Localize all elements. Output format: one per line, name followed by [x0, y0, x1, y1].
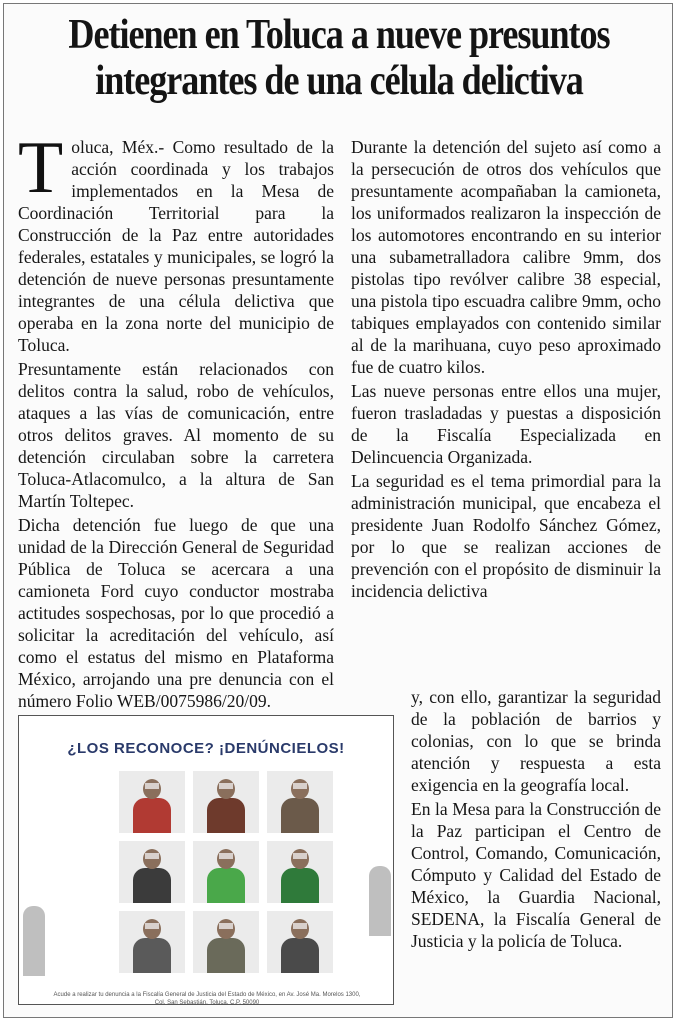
face-blur [293, 853, 307, 859]
mugshot-torso [133, 938, 171, 973]
face-blur [219, 853, 233, 859]
face-blur [219, 923, 233, 929]
right-column [351, 136, 661, 604]
mugshot-torso [207, 798, 245, 833]
mugshot-head [291, 849, 309, 869]
paragraph: Durante la detención del sujeto así como a la persecución de otros dos vehículos que presuntamente acompañaban la camioneta, los uniformados realizaron la inspección de los automotores encontrando en su interior una subametralladora calibre 9mm, dos pistolas tipo revólver calibre 38 especial, una pistola tipo escuadra calibre 9mm, ocho tabiques emplayados con contenido similar al de la marihuana, cuyo peso aproximado fue de cuatro kilos. [351, 137, 661, 377]
paragraph: Dicha detención fue luego de que una unidad de la Dirección General de Seguridad Pública de Toluca se acercara a una camioneta Ford cuyo conductor mostraba actitudes sospechosas, por lo que procedió a solicitar la acreditación del vehículo, así como el estatus del mismo en Plataforma México, arrojando una pre denuncia con el número Folio WEB/0075986/20/09. [18, 515, 334, 711]
paragraph: En la Mesa para la Construcción de la Paz participan el Centro de Control, Comando, Comunicación, Cómputo y Calidad del Estado de México, la Guardia Nacional, SEDENA, la Fiscalía General de Justicia y la policía de Toluca. [411, 799, 661, 951]
mugshot-torso [133, 798, 171, 833]
mugshot-head [291, 779, 309, 799]
mugshot-torso [207, 868, 245, 903]
mugshot [267, 771, 333, 833]
mugshot [119, 911, 185, 973]
mugshot-grid [119, 771, 333, 973]
mugshot [267, 841, 333, 903]
suspects-poster-photo [18, 715, 394, 1005]
mugshot-head [217, 919, 235, 939]
paragraph: La seguridad es el tema primordial para la administración municipal, que encabeza el presidente Juan Rodolfo Sánchez Gómez, por lo que se realizan acciones de prevención con el propósito de disminuir la incidencia delictiva [351, 471, 661, 601]
paragraph: oluca, Méx.- Como resultado de la acción coordinada y los trabajos implementados en la Mesa de Coordinación Territorial para la Construcción de la Paz entre autoridades federales, estatales y municipales, se logró la detención de nueve personas presuntamente integrantes de una célula delictiva que operaba en la zona norte del municipio de Toluca. [18, 137, 334, 355]
mugshot-torso [133, 868, 171, 903]
face-blur [293, 783, 307, 789]
paragraph: Las nueve personas entre ellos una mujer, fueron trasladadas y puestas a disposición de la Fiscalía Especializada en Delincuencia Organizada. [351, 381, 661, 467]
mugshot-head [143, 779, 161, 799]
face-blur [145, 853, 159, 859]
mugshot-torso [281, 938, 319, 973]
poster-heading: ¿LOS RECONOCE? ¡DENÚNCIELOS! [67, 740, 345, 757]
right-column-continued [411, 686, 661, 954]
face-blur [219, 783, 233, 789]
mugshot-torso [281, 798, 319, 833]
mugshot [193, 911, 259, 973]
mugshot [267, 911, 333, 973]
face-blur [145, 923, 159, 929]
mugshot-head [217, 779, 235, 799]
mugshot-head [143, 919, 161, 939]
mugshot-head [291, 919, 309, 939]
background-figure [23, 906, 45, 976]
face-blur [145, 783, 159, 789]
mugshot-head [143, 849, 161, 869]
mugshot [119, 841, 185, 903]
mugshot [193, 841, 259, 903]
mugshot-torso [281, 868, 319, 903]
paragraph: y, con ello, garantizar la seguridad de la población de barrios y colonias, con lo que se brinda atención y respuesta a esta exigencia en la geografía local. [411, 687, 661, 795]
left-column [18, 127, 334, 714]
dropcap: T [18, 127, 64, 209]
mugshot-torso [207, 938, 245, 973]
face-blur [293, 923, 307, 929]
poster-footer: Acude a realizar tu denuncia a la Fiscalía General de Justicia del Estado de México, en Av. José Ma. Morelos 1300, Col. San Sebastián, Toluca, C.P. 50090 [53, 992, 361, 1005]
paragraph: Presuntamente están relacionados con delitos contra la salud, robo de vehículos, ataques a las vías de comunicación, entre otros delitos graves. Al momento de su detención circulaban sobre la carretera Toluca-Atlacomulco, a la altura de San Martín Toltepec. [18, 359, 334, 511]
mugshot [193, 771, 259, 833]
mugshot-head [217, 849, 235, 869]
mugshot [119, 771, 185, 833]
headline: Detienen en Toluca a nueve presuntos integrantes de una célula delictiva [68, 12, 610, 104]
background-figure [369, 866, 391, 936]
